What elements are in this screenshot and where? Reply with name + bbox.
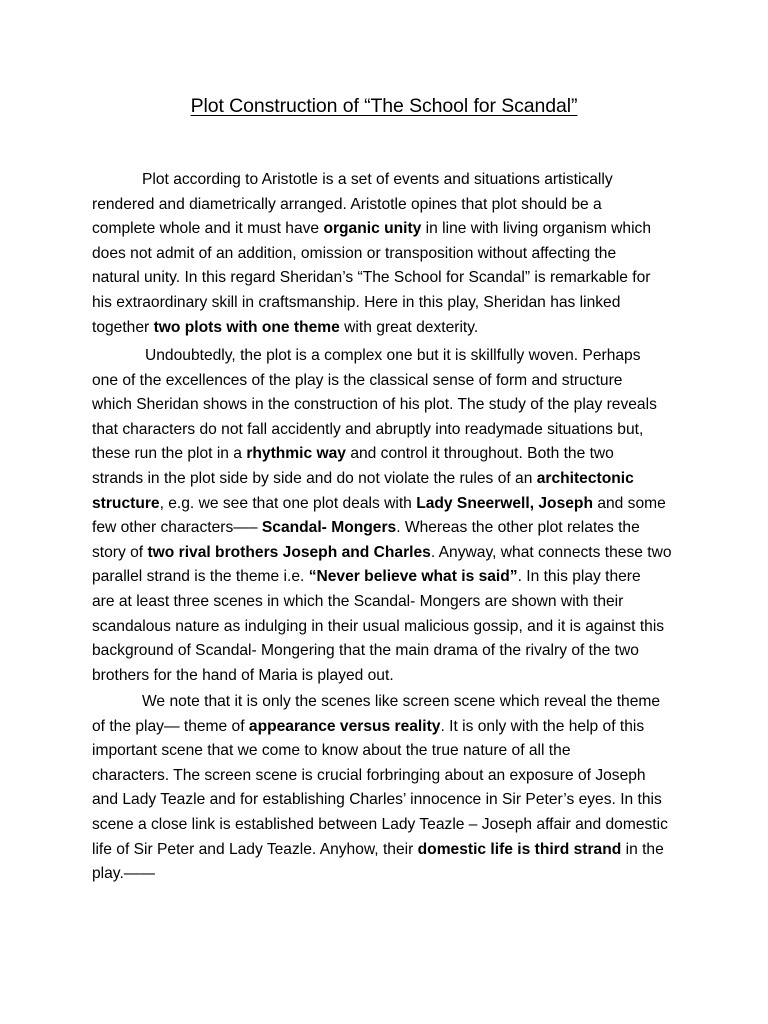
text-line [92, 788, 676, 813]
bold-phrase: Lady Sneerwell, Joseph [416, 494, 593, 512]
text-run: and Lady Teazle and for establishing Charles’ innocence in Sir Peter’s eyes. In this [92, 791, 662, 809]
text-run: strands in the plot side by side and do not violate the rules of an [92, 469, 537, 487]
text-line [92, 764, 676, 789]
text-run: natural unity. In this regard Sheridan’s “The School for Scandal” is remarkable for [92, 269, 651, 287]
text-run: scene a close link is established between Lady Teazle – Joseph affair and domestic [92, 815, 668, 833]
text-line [92, 838, 676, 863]
text-run: together [92, 318, 154, 336]
text-run: and control it throughout. Both the two [345, 445, 614, 463]
text-run: few other characters—– [92, 519, 262, 537]
text-line [92, 690, 676, 715]
text-run: with great dexterity. [339, 318, 479, 336]
text-run: We note that it is only the scenes like screen scene which reveal the theme [142, 693, 661, 710]
text-run: Undoubtedly, the plot is a complex one but it is skillfully woven. Perhaps [145, 347, 641, 364]
text-line [92, 813, 676, 838]
paragraph-2 [92, 344, 676, 688]
text-run: Plot according to Aristotle is a set of events and situations artistically [142, 171, 613, 188]
text-run: , e.g. we see that one plot deals with [159, 494, 417, 512]
text-line [92, 664, 676, 689]
text-line [92, 291, 676, 316]
text-line [92, 715, 676, 740]
text-run: in the [621, 840, 664, 858]
bold-phrase: two rival brothers Joseph and Charles [147, 543, 431, 561]
text-line [92, 541, 676, 566]
text-run: of the play— theme of [92, 717, 249, 735]
text-run: play.—— [92, 865, 155, 883]
text-line [92, 217, 676, 242]
bold-phrase: Scandal- Mongers [261, 519, 397, 537]
text-run: story of [92, 543, 148, 561]
bold-phrase: architectonic [536, 469, 634, 487]
text-line [92, 242, 676, 267]
text-run: brothers for the hand of Maria is played out. [92, 666, 394, 684]
text-run: and some [592, 494, 666, 512]
text-line [92, 565, 676, 590]
text-run: important scene that we come to know about the true nature of all the [92, 742, 571, 760]
text-run: these run the plot in a [92, 445, 247, 463]
text-line [92, 862, 676, 887]
text-line [92, 344, 676, 369]
text-line [92, 516, 676, 541]
text-line [92, 316, 676, 341]
text-run: parallel strand is the theme i.e. [92, 568, 309, 586]
text-line [92, 639, 676, 664]
bold-phrase: organic unity [323, 220, 422, 238]
text-line [92, 193, 676, 218]
text-line [92, 168, 676, 193]
text-line [92, 467, 676, 492]
text-run: characters. The screen scene is crucial forbringing about an exposure of Joseph [92, 766, 646, 784]
text-run: his extraordinary skill in craftsmanship. Here in this play, Sheridan has linked [92, 293, 621, 311]
text-line [92, 739, 676, 764]
paragraph-1 [92, 168, 676, 340]
text-line [92, 266, 676, 291]
paragraph-3 [92, 690, 676, 887]
text-run: . Whereas the other plot relates the [396, 519, 640, 537]
text-run: scandalous nature as indulging in their usual malicious gossip, and it is against this [92, 617, 665, 635]
text-run: life of Sir Peter and Lady Teazle. Anyhow, their [92, 840, 418, 858]
text-line [92, 393, 676, 418]
text-run: that characters do not fall accidently and abruptly into readymade situations but, [92, 420, 644, 438]
text-line [92, 590, 676, 615]
bold-phrase: rhythmic way [246, 445, 346, 463]
text-run: . In this play there [517, 568, 641, 586]
text-run: . It is only with the help of this [440, 717, 645, 735]
bold-phrase: “Never believe what is said” [308, 568, 518, 586]
text-run: one of the excellences of the play is the classical sense of form and structure [92, 371, 623, 389]
text-line [92, 418, 676, 443]
bold-phrase: structure [92, 494, 160, 512]
bold-phrase: domestic life is third strand [417, 840, 622, 858]
text-line [92, 369, 676, 394]
text-run: background of Scandal- Mongering that the main drama of the rivalry of the two [92, 642, 639, 660]
text-line [92, 442, 676, 467]
text-run: are at least three scenes in which the Scandal- Mongers are shown with their [92, 592, 624, 610]
text-line [92, 492, 676, 517]
document-title: Plot Construction of “The School for Scandal” [190, 95, 578, 117]
text-run: which Sheridan shows in the construction of his plot. The study of the play reveals [92, 396, 657, 414]
bold-phrase: appearance versus reality [248, 717, 441, 735]
text-run: does not admit of an addition, omission or transposition without affecting the [92, 244, 617, 262]
text-run: rendered and diametrically arranged. Aristotle opines that plot should be a [92, 195, 602, 213]
text-line [92, 615, 676, 640]
text-run: in line with living organism which [421, 220, 652, 238]
bold-phrase: two plots with one theme [153, 318, 340, 336]
text-run: . Anyway, what connects these two [430, 543, 672, 561]
text-run: complete whole and it must have [92, 220, 324, 238]
